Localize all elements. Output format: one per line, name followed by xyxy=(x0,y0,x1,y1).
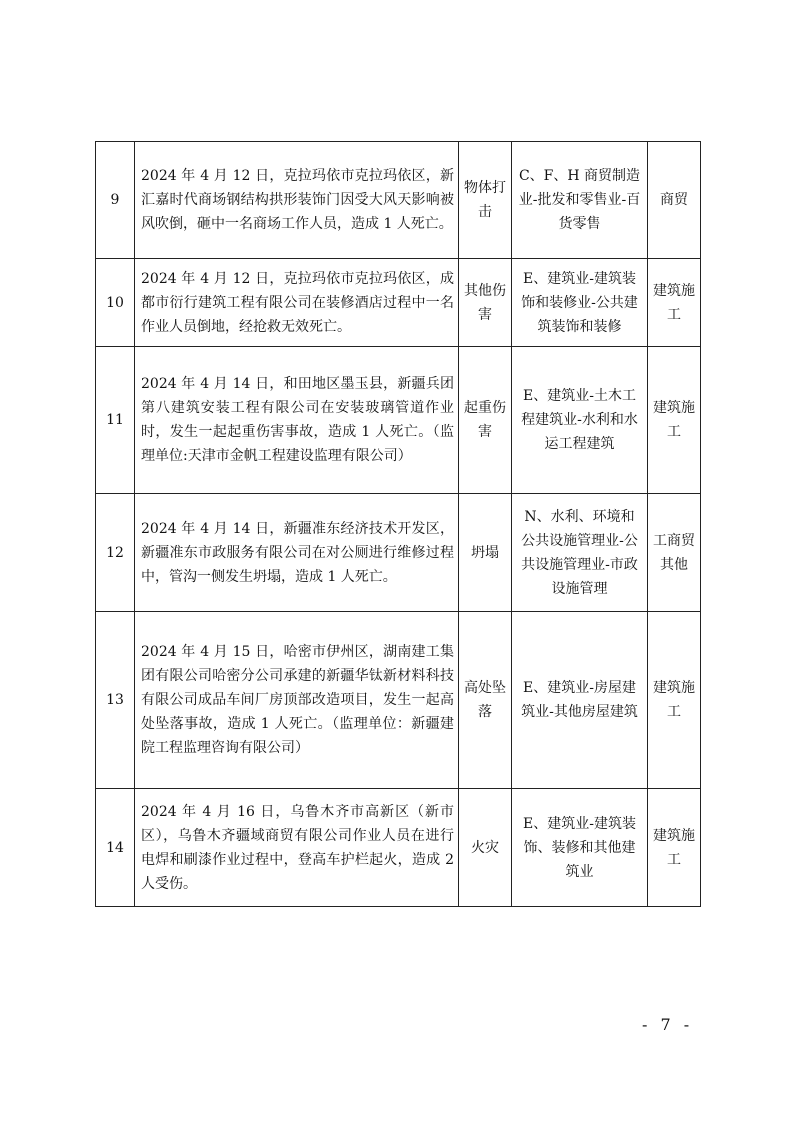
industry-category: 建筑施工 xyxy=(648,789,701,907)
row-number: 13 xyxy=(96,612,135,789)
industry-classification: C、F、H 商贸制造业-批发和零售业-百货零售 xyxy=(512,142,648,259)
accident-description: 2024 年 4 月 14 日，和田地区墨玉县，新疆兵团第八建筑安装工程有限公司在安装玻璃管道作业时，发生一起起重伤害事故，造成 1 人死亡。（监理单位:天津市金帆工程建设监理有限公司） xyxy=(135,347,459,494)
accident-type: 火灾 xyxy=(459,789,512,907)
industry-category: 建筑施工 xyxy=(648,347,701,494)
accident-type: 坍塌 xyxy=(459,494,512,612)
accident-table xyxy=(95,141,701,907)
table-row xyxy=(96,612,701,789)
accident-description: 2024 年 4 月 16 日，乌鲁木齐市高新区（新市区），乌鲁木齐疆域商贸有限公司作业人员在进行电焊和刷漆作业过程中，登高车护栏起火，造成 2 人受伤。 xyxy=(135,789,459,907)
accident-description: 2024 年 4 月 12 日，克拉玛依市克拉玛依区，成都市衍行建筑工程有限公司在装修酒店过程中一名作业人员倒地，经抢救无效死亡。 xyxy=(135,259,459,347)
accident-type: 高处坠落 xyxy=(459,612,512,789)
page-number: - 7 - xyxy=(642,1015,694,1034)
industry-category: 商贸 xyxy=(648,142,701,259)
industry-category: 建筑施工 xyxy=(648,259,701,347)
row-number: 10 xyxy=(96,259,135,347)
table-row xyxy=(96,789,701,907)
table-row xyxy=(96,347,701,494)
accident-type: 其他伤害 xyxy=(459,259,512,347)
accident-type: 物体打击 xyxy=(459,142,512,259)
accident-description: 2024 年 4 月 15 日，哈密市伊州区，湖南建工集团有限公司哈密分公司承建的新疆华钛新材料科技有限公司成品车间厂房顶部改造项目，发生一起高处坠落事故，造成 1 人死亡。（监理单位：新疆建院工程监理咨询有限公司） xyxy=(135,612,459,789)
industry-category: 建筑施工 xyxy=(648,612,701,789)
row-number: 12 xyxy=(96,494,135,612)
industry-classification: E、建筑业-房屋建筑业-其他房屋建筑 xyxy=(512,612,648,789)
table-row xyxy=(96,494,701,612)
table-row xyxy=(96,142,701,259)
accident-description: 2024 年 4 月 12 日，克拉玛依市克拉玛依区，新汇嘉时代商场钢结构拱形装饰门因受大风天影响被风吹倒，砸中一名商场工作人员，造成 1 人死亡。 xyxy=(135,142,459,259)
industry-classification: E、建筑业-建筑装饰和装修业-公共建筑装饰和装修 xyxy=(512,259,648,347)
industry-category: 工商贸其他 xyxy=(648,494,701,612)
accident-type: 起重伤害 xyxy=(459,347,512,494)
row-number: 9 xyxy=(96,142,135,259)
row-number: 11 xyxy=(96,347,135,494)
industry-classification: E、建筑业-土木工程建筑业-水利和水运工程建筑 xyxy=(512,347,648,494)
row-number: 14 xyxy=(96,789,135,907)
industry-classification: N、水利、环境和公共设施管理业-公共设施管理业-市政设施管理 xyxy=(512,494,648,612)
accident-description: 2024 年 4 月 14 日，新疆准东经济技术开发区，新疆准东市政服务有限公司在对公厕进行维修过程中，管沟一侧发生坍塌，造成 1 人死亡。 xyxy=(135,494,459,612)
industry-classification: E、建筑业-建筑装饰、装修和其他建筑业 xyxy=(512,789,648,907)
table-row xyxy=(96,259,701,347)
